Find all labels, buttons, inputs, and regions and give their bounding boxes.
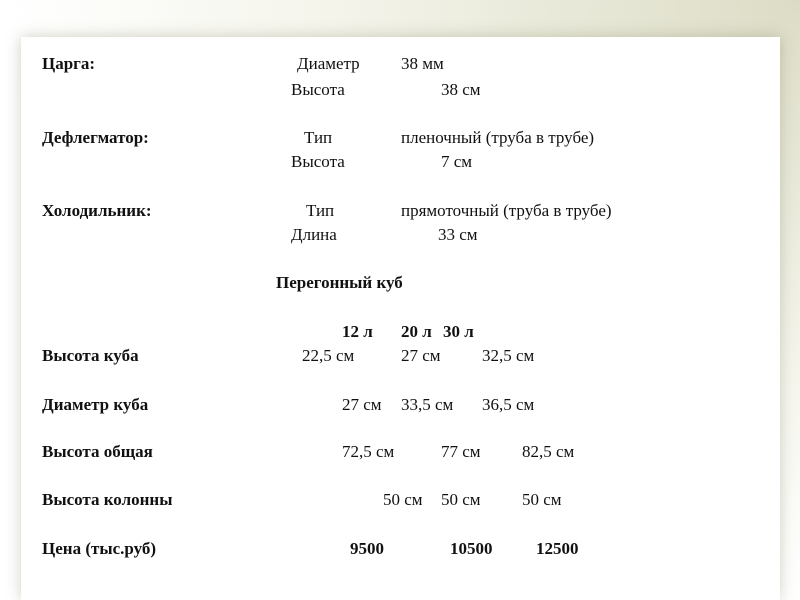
column-height-20: 50 см — [441, 490, 481, 509]
tsarga-diameter-value: 38 мм — [401, 54, 444, 73]
price-12: 9500 — [350, 539, 384, 558]
kholodilnik-length-label: Длина — [291, 225, 337, 244]
column-height-12: 50 см — [383, 490, 423, 509]
cube-section-title: Перегонный куб — [276, 273, 403, 292]
row-label-cube-diameter: Диаметр куба — [42, 395, 149, 414]
cube-volume-12: 12 л — [342, 322, 373, 341]
cube-diameter-20: 33,5 см — [401, 395, 454, 414]
deflegmator-height-label: Высота — [291, 152, 345, 171]
deflegmator-label: Дефлегматор: — [42, 128, 149, 147]
total-height-12: 72,5 см — [342, 442, 395, 461]
total-height-20: 77 см — [441, 442, 481, 461]
column-height-30: 50 см — [522, 490, 562, 509]
kholodilnik-type-label: Тип — [306, 201, 335, 220]
kholodilnik-type-value: прямоточный (труба в трубе) — [401, 201, 612, 220]
cube-diameter-12: 27 см — [342, 395, 382, 414]
slide-page — [21, 37, 780, 600]
price-20: 10500 — [450, 539, 493, 558]
row-label-column-height: Высота колонны — [42, 490, 173, 509]
cube-diameter-30: 36,5 см — [482, 395, 535, 414]
deflegmator-type-label: Тип — [304, 128, 333, 147]
tsarga-height-value: 38 см — [441, 80, 481, 99]
cube-height-12: 22,5 см — [302, 346, 355, 365]
kholodilnik-length-value: 33 см — [438, 225, 478, 244]
deflegmator-height-value: 7 см — [441, 152, 473, 171]
cube-height-20: 27 см — [401, 346, 441, 365]
tsarga-diameter-label: Диаметр — [297, 54, 360, 73]
row-label-total-height: Высота общая — [42, 442, 153, 461]
cube-volume-30: 30 л — [443, 322, 474, 341]
row-label-cube-height: Высота куба — [42, 346, 139, 365]
deflegmator-type-value: пленочный (труба в трубе) — [401, 128, 595, 147]
cube-volume-20: 20 л — [401, 322, 432, 341]
tsarga-height-label: Высота — [291, 80, 345, 99]
kholodilnik-label: Холодильник: — [42, 201, 152, 220]
cube-height-30: 32,5 см — [482, 346, 535, 365]
price-30: 12500 — [536, 539, 579, 558]
row-label-price: Цена (тыс.руб) — [42, 539, 157, 558]
tsarga-label: Царга: — [42, 54, 96, 73]
total-height-30: 82,5 см — [522, 442, 575, 461]
